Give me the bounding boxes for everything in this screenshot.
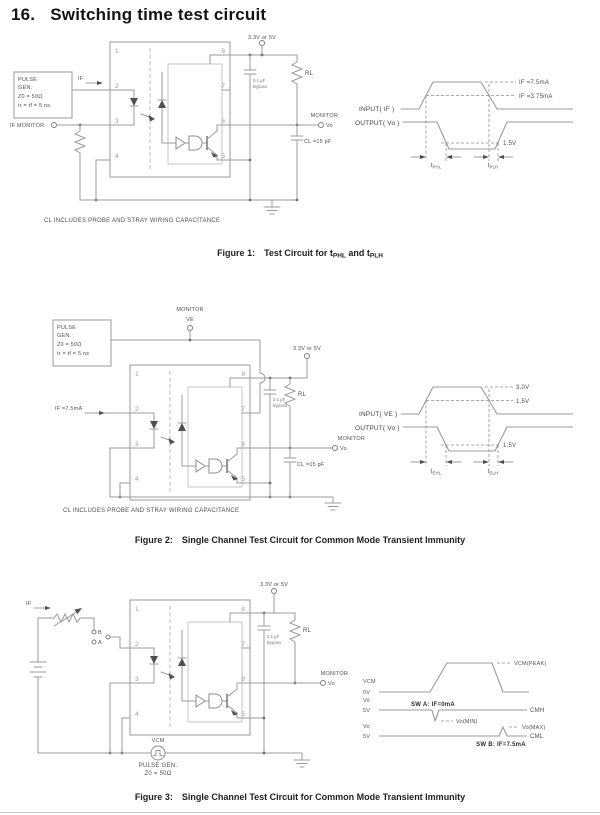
fig3-wave-vo-max-label: Vo(MAX) [522,725,546,731]
fig1-pin-6: 6 [221,118,225,125]
fig3-bypass-value: 0.1 µF [267,634,280,639]
fig3-pin-8: 8 [241,606,245,613]
fig3-pin-1: 1 [135,606,139,613]
fig1-cl-label: CL =15 pF [304,139,332,145]
fig3-wave-5v1-label: 5V [363,708,371,714]
fig1-supply-label: 3.3V or 5V [248,35,276,41]
fig1-rl-label: RL [305,71,314,77]
fig2-tehl-label: $t_{EHL}$ [430,469,442,476]
fig2-pulse-gen-line2: GEN. [57,333,72,339]
fig3-vcm-label: VCM [151,738,165,744]
fig3-sw-b-label: B [98,630,102,636]
figure1-caption [0,248,600,260]
fig2-pin-6: 6 [241,441,245,448]
fig1-pulse-gen-line2: GEN. [18,85,33,91]
fig3-wave-cmh-label: CMH [530,708,545,714]
fig2-ground-icon [325,503,341,510]
section-title-text: Switching time test circuit [50,5,267,24]
fig1-tplh-arrows [474,155,513,159]
fig1-if-monitor-label: IF MONITOR [10,123,45,129]
page-bottom-rule [0,812,600,813]
fig2-ic [130,365,250,500]
fig1-wave-mid-label: IF =3.75mA [519,94,553,100]
fig3-pin-3: 3 [135,676,139,683]
figure3-caption-text: Single Channel Test Circuit for Common Mode Transient Immunity [181,792,466,802]
fig1-pin-4: 4 [115,153,119,160]
fig2-tehl-arrows [411,460,461,464]
fig2-ve-label: VE [186,317,194,323]
fig3-wave-5v2-label: 5V [363,734,371,740]
fig2-vo-label: Vo [340,446,347,452]
fig2-wave-input-label: INPUT( VE ) [359,411,398,418]
fig3-wave-sw-a-label: SW A: IF=0mA [411,702,455,708]
fig1-pin-2: 2 [115,83,119,90]
fig3-ic [130,600,250,735]
fig3-pulse-gen-line1: PULSE GEN. [138,763,178,769]
fig2-pin-5: 5 [241,476,245,483]
fig1-wiring [52,41,324,215]
fig3-battery-icon [30,662,46,677]
fig3-wave-vo1-label: Vo [363,698,370,704]
fig2-bypass-word: Bypass [273,403,288,408]
fig2-wiring [85,326,341,511]
fig1-wave-high-label: IF =7.5mA [519,80,550,86]
fig3-wave-sw-b-label: SW B: IF=7.5mA [476,742,526,748]
section-number: 16. [11,5,36,24]
fig3-if-label: IF [26,601,32,607]
fig3-bypass-word: Bypass [267,640,282,645]
fig2-pin-1: 1 [135,371,139,378]
fig2-telh-arrows [474,460,513,464]
figure2-waveform [345,366,595,481]
fig2-wave-threshold-label: 1.5V [503,443,517,449]
fig2-rl-label: RL [298,392,307,398]
fig1-monitor-label: MONITOR [310,113,338,119]
fig1-vo-label: Vo [326,123,333,129]
fig2-wave-mid-label: 1.5V [516,399,530,405]
fig2-pin-7: 7 [241,406,245,413]
fig1-pulse-gen-line1: PULSE [18,77,38,83]
fig1-pulse-gen-line4: tr = tf = 5 ns [18,103,51,109]
fig2-wave-output-label: OUTPUT( Vo ) [355,425,400,432]
fig2-pulse-gen-line4: tr = tf = 5 ns [57,351,90,357]
fig1-pulse-generator [14,72,72,118]
figure2-caption-text: Single Channel Test Circuit for Common Mode Transient Immunity [181,535,466,545]
fig3-rl-label: RL [303,628,312,634]
figure3-waveform [335,636,585,756]
figure2-caption-label: Figure 2: [134,535,173,545]
fig2-bypass-value: 0.1 µF [273,397,286,402]
figure1-caption-label: Figure 1: [217,248,256,258]
fig2-pulse-gen-line3: Z0 = 50Ω [57,342,82,348]
fig3-wave-vcm-peak-label: VCM(PEAK) [514,661,547,667]
fig2-pin-3: 3 [135,441,139,448]
fig1-pin-1: 1 [115,48,119,55]
figure1-waveform [345,55,595,173]
figure2-circuit [35,290,370,522]
fig2-supply-label: 3.3V or 5V [293,346,321,352]
fig2-if-in-label: IF =7.5mA [55,406,83,412]
fig3-wave-vo-min-label: Vo(MIN) [456,719,478,725]
fig2-note: CL INCLUDES PROBE AND STRAY WIRING CAPACITANCE [63,508,240,514]
fig3-pin-4: 4 [135,711,139,718]
fig3-pin-5: 5 [241,711,245,718]
fig3-vo-label: Vo [328,681,335,687]
fig1-wave-input-label: INPUT( IF ) [359,106,395,113]
fig2-pin-8: 8 [241,371,245,378]
section-title [11,5,266,25]
fig3-monitor-label: MONITOR [320,671,348,677]
fig2-monitor-top-label: MONITOR [176,307,204,313]
fig1-pin-3: 3 [115,118,119,125]
fig1-ic [110,42,230,177]
fig3-pin-6: 6 [241,676,245,683]
fig3-wave-vcm-label: VCM [363,679,376,685]
fig1-pin-5: 5 [221,153,225,160]
fig2-pin-4: 4 [135,476,139,483]
fig1-pin-8: 8 [221,48,225,55]
figure3-circuit [10,578,350,783]
figure3-caption-label: Figure 3: [134,792,173,802]
fig1-note: CL INCLUDES PROBE AND STRAY WIRING CAPACITANCE [44,218,221,224]
fig1-if-label: IF [78,76,84,82]
fig1-tphl-label: $t_{PHL}$ [430,163,442,170]
fig3-wave-zero-label: 0V [363,690,371,696]
fig3-pulse-gen-line2: Z0 = 50Ω [144,771,172,777]
fig3-wave-vo2-label: Vo [363,724,370,730]
fig1-tplh-label: $t_{PLH}$ [487,163,499,170]
fig3-pin-2: 2 [135,641,139,648]
fig1-tphl-arrows [411,155,461,159]
fig3-sw-a-label: A [98,640,102,646]
fig2-pulse-gen-line1: PULSE [57,325,77,331]
fig2-wave-high-label: 3.0V [516,385,530,391]
fig3-wave-cml-label: CML [530,734,544,740]
fig2-pulse-generator [53,320,111,366]
figure1-caption-text: Test Circuit for $t_{PHL}$ and $t_{PLH}$ [264,248,383,260]
fig3-wiring [30,589,326,768]
fig1-pulse-gen-line3: Z0 = 50Ω [18,94,43,100]
fig1-bypass-value: 0.1 µF [253,78,266,83]
figure3-caption [0,792,600,802]
fig3-ground-icon [294,760,310,767]
fig1-bypass-word: Bypass [253,84,268,89]
figure2-caption [0,535,600,545]
fig3-pin-7: 7 [241,641,245,648]
fig1-wave-output-label: OUTPUT( Vo ) [355,120,400,127]
fig2-cl-label: CL =15 pF [297,462,325,468]
fig1-ground-icon [264,207,280,214]
fig1-wave-threshold-label: 1.5V [503,141,517,147]
fig3-supply-label: 3.3V or 5V [260,582,288,588]
fig2-monitor-label: MONITOR [337,436,365,442]
fig2-telh-label: $t_{ELH}$ [487,469,499,476]
figure1-circuit [8,30,343,240]
fig1-pin-7: 7 [221,83,225,90]
fig2-pin-2: 2 [135,406,139,413]
